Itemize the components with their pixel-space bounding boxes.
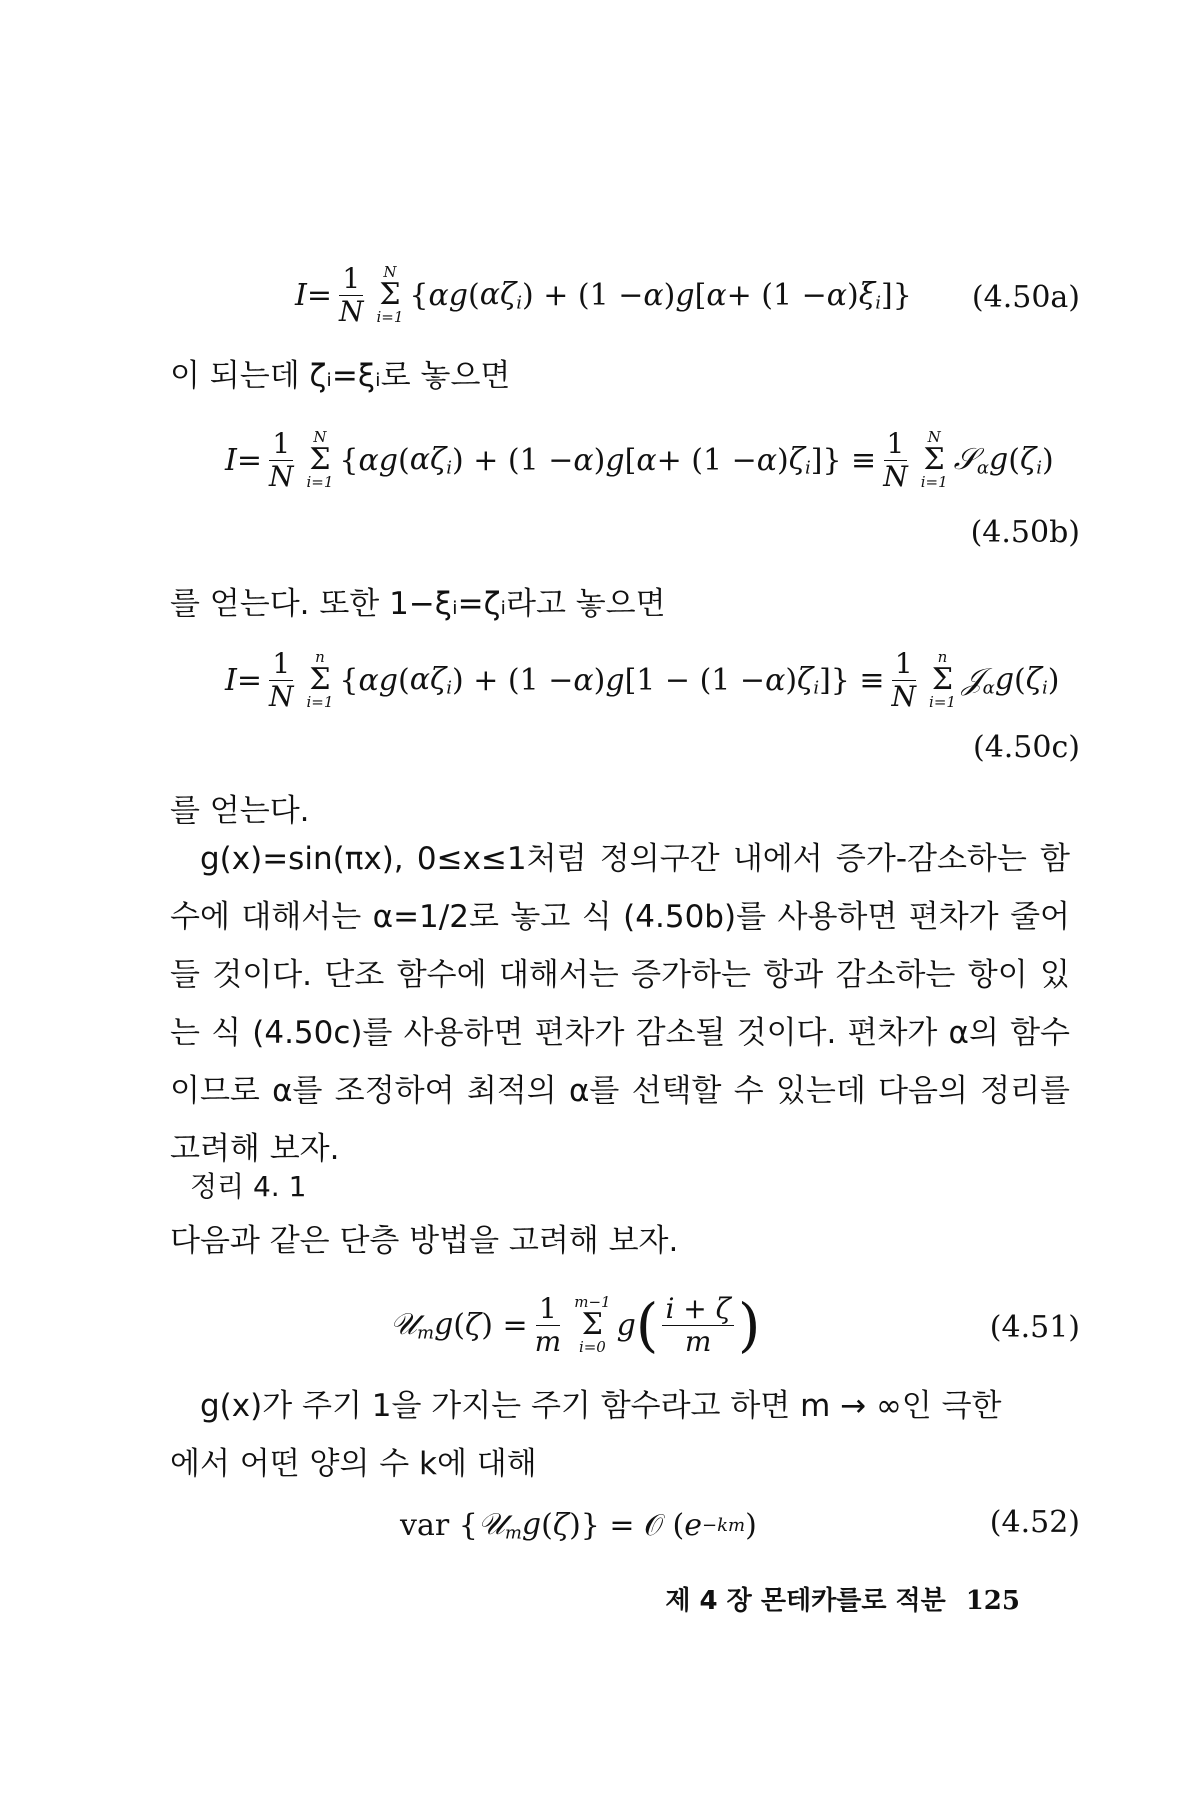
text-line-3: 를 얻는다. [170,793,310,829]
theorem-title: 정리 4. 1 [190,1170,307,1203]
equation-4-51: 𝒰$_m$g ( ζ ) = $\frac{1}{m}$ m−1 Σ i=0 g ( $\frac{i + \zeta}{m}$ ) [390,1291,761,1359]
equation-4-52: var { 𝒰$_m$g ( ζ )} = 𝒪 ( e −km ) [400,1506,757,1544]
theorem-intro: 다음과 같은 단층 방법을 고려해 보자. [170,1223,679,1259]
equation-number-4-50c: (4.50c) [972,730,1080,765]
theorem-condition-line-1: g(x)가 주기 1을 가지는 주기 함수라고 하면 m → ∞인 극한 [200,1388,1002,1424]
page-footer [665,1580,1020,1617]
page-number: 125 [965,1586,1020,1616]
equation-number-4-50a: (4.50a) [971,280,1080,315]
equation-number-4-51: (4.51) [989,1310,1080,1345]
chapter-title: 제 4 장 몬테카를로 적분 [665,1586,946,1616]
equation-number-4-50b: (4.50b) [970,515,1080,550]
text-line-1: 이 되는데 ζᵢ=ξᵢ로 놓으면 [170,358,511,394]
equation-4-50a: I = $\frac{1}{N}$ N Σ i=1 { αg ( $\alpha\zeta_i$ ) + (1 − α ) g [ α + (1 − α ) $\xi_i$ ]} [295,261,912,328]
equation-number-4-52: (4.52) [989,1505,1080,1540]
equation-4-50c: I = $\frac{1}{N}$ n Σ i=1 { αg ( $\alpha\zeta_i$ ) + (1 − α ) g [1 − (1 − α ) $\zeta_i$ ]} ≡ $\frac{1}{N}$ n Σ i=1 𝒥$_\alpha$g ( $\zeta_i$ ) [225,646,1060,713]
theorem-condition-line-2: 에서 어떤 양의 수 k에 대해 [170,1446,537,1482]
equation-4-50b: I = $\frac{1}{N}$ N Σ i=1 { αg ( $\alpha\zeta_i$ ) + (1 − α ) g [ α + (1 − α ) $\zeta_i$ ]} ≡ $\frac{1}{N}$ N Σ i=1 𝒮$_\alpha$g ( $\zeta_i$ ) [225,426,1054,493]
main-paragraph: g(x)=sin(πx), 0≤x≤1처럼 정의구간 내에서 증가-감소하는 함수에 대해서는 α=1/2로 놓고 식 (4.50b)를 사용하면 편차가 줄어들 것이다. 단조 함수에 대해서는 증가하는 항과 감소하는 항이 있는 식 (4.50c)를 사용하면 편차가 감소될 것이다. 편차가 α의 함수이므로 α를 조정하여 최적의 α를 선택할 수 있는데 다음의 정리를 고려해 보자. [170,841,1070,1167]
text-line-2: 를 얻는다. 또한 1−ξᵢ=ζᵢ라고 놓으면 [170,586,666,622]
